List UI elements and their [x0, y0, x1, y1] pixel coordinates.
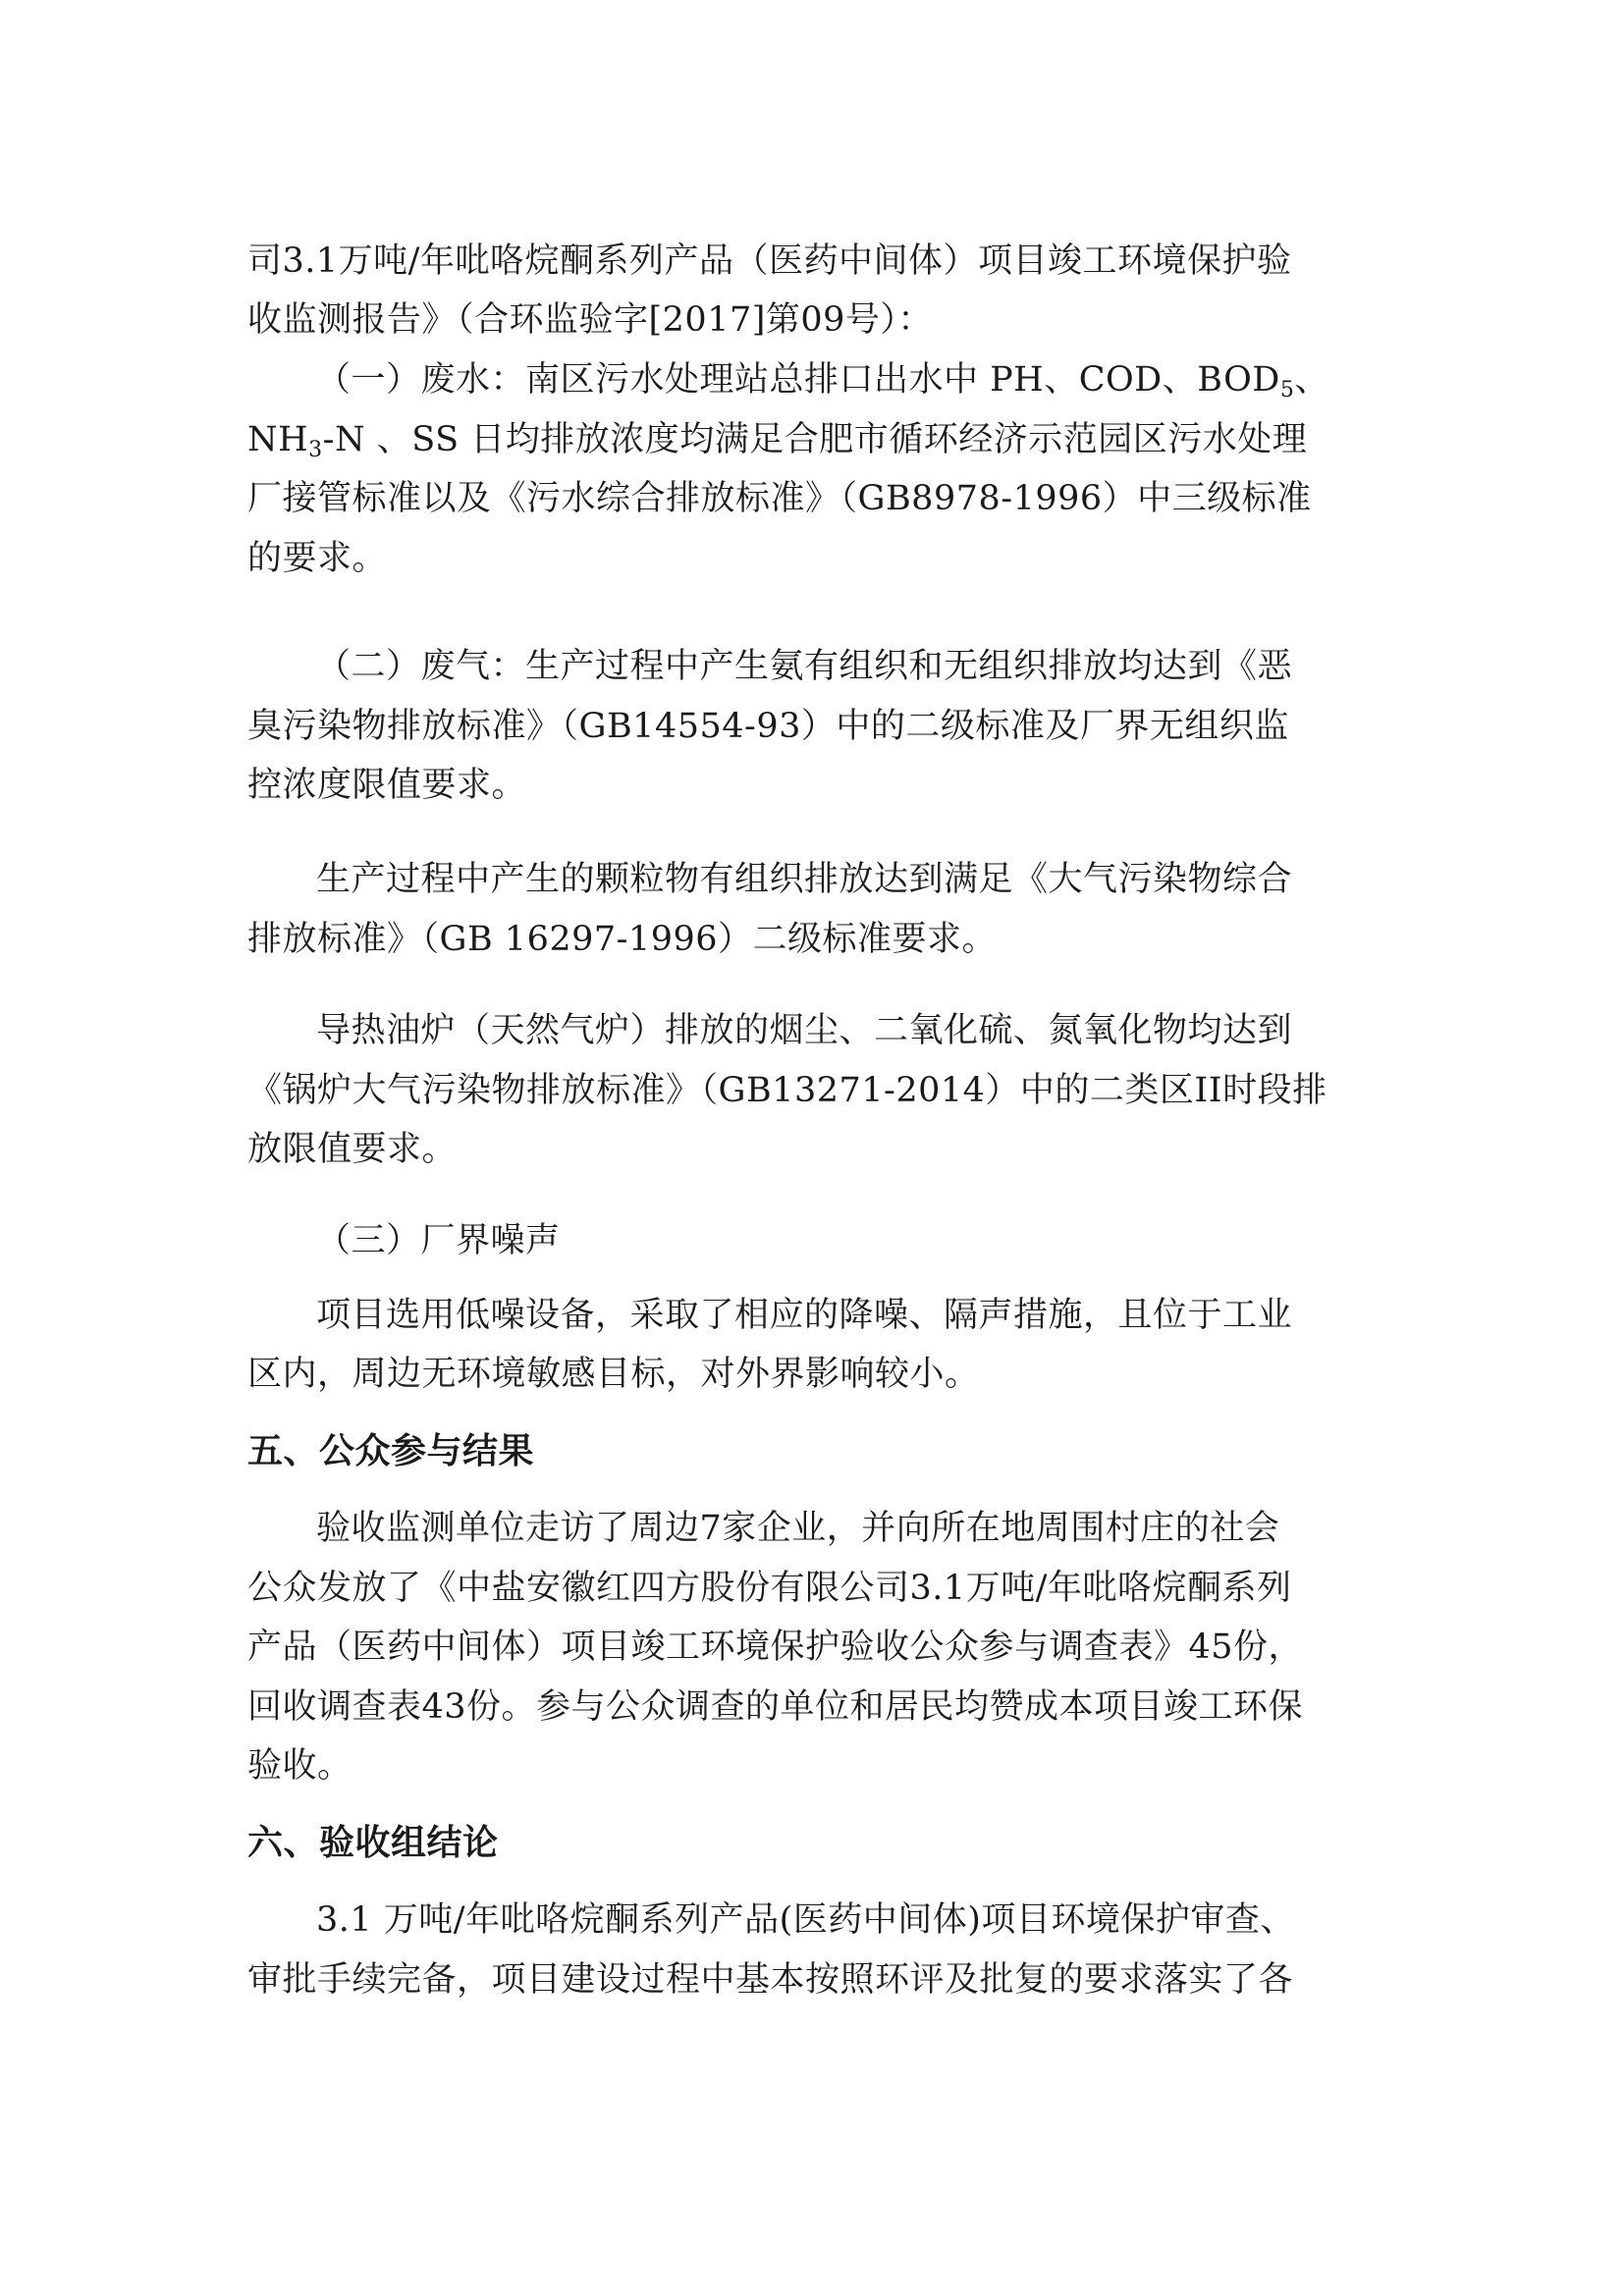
paragraph-line-noise-heading: （三）厂界噪声 — [316, 1221, 561, 1260]
paragraph-line-exhaust: （二）废气：生产过程中产生氨有组织和无组织排放均达到《恶 — [316, 647, 1293, 686]
paragraph-line-wastewater: （一）废水：南区污水处理站总排口出水中 PH、COD、$BOD_5$、 — [316, 360, 1329, 402]
paragraph-line: 审批手续完备，项目建设过程中基本按照环评及批复的要求落实了各 — [247, 1960, 1294, 2000]
paragraph-line: 控浓度限值要求。 — [247, 766, 527, 805]
paragraph-line: 的要求。 — [247, 539, 388, 578]
paragraph-line: 排放标准》（GB 16297-1996）二级标准要求。 — [247, 920, 998, 959]
section-heading-conclusion: 六、验收组结论 — [247, 1823, 499, 1863]
paragraph-line: 公众发放了《中盐安徽红四方股份有限公司3.1万吨/年吡咯烷酮系列 — [247, 1569, 1292, 1608]
paragraph-line-conclusion: 3.1 万吨/年吡咯烷酮系列产品(医药中间体)项目环境保护审查、 — [316, 1900, 1295, 1940]
section-heading-public-participation: 五、公众参与结果 — [247, 1431, 535, 1471]
paragraph-line: 放限值要求。 — [247, 1130, 458, 1169]
paragraph-line-boiler: 导热油炉（天然气炉）排放的烟尘、二氧化硫、氮氧化物均达到 — [316, 1011, 1293, 1050]
paragraph-line-public-participation: 验收监测单位走访了周边7家企业，并向所在地周围村庄的社会 — [316, 1509, 1280, 1548]
paragraph-line: $NH_3-N$ 、SS 日均排放浓度均满足合肥市循环经济示范园区污水处理 — [247, 420, 1308, 462]
paragraph-line: 收监测报告》（合环监验字[2017]第09号）： — [247, 300, 933, 340]
paragraph-line: 验收。 — [247, 1746, 352, 1786]
paragraph-line-particulate: 生产过程中产生的颗粒物有组织排放达到满足《大气污染物综合 — [316, 860, 1293, 899]
paragraph-line: 臭污染物排放标准》（GB14554-93）中的二级标准及厂界无组织监 — [247, 707, 1289, 746]
paragraph-line: 区内，周边无环境敏感目标，对外界影响较小。 — [247, 1355, 980, 1394]
paragraph-line: 产品（医药中间体）项目竣工环境保护验收公众参与调查表》45份， — [247, 1628, 1304, 1667]
paragraph-line: 《锅炉大气污染物排放标准》（GB13271-2014）中的二类区II时段排 — [247, 1071, 1327, 1110]
paragraph-line: 厂接管标准以及《污水综合排放标准》（GB8978-1996）中三级标准 — [247, 479, 1312, 518]
paragraph-line: 司3.1万吨/年吡咯烷酮系列产品（医药中间体）项目竣工环境保护验 — [247, 241, 1292, 281]
paragraph-line-noise: 项目选用低噪设备，采取了相应的降噪、隔声措施，且位于工业 — [316, 1296, 1293, 1335]
paragraph-line: 回收调查表43份。参与公众调查的单位和居民均赞成本项目竣工环保 — [247, 1687, 1304, 1727]
